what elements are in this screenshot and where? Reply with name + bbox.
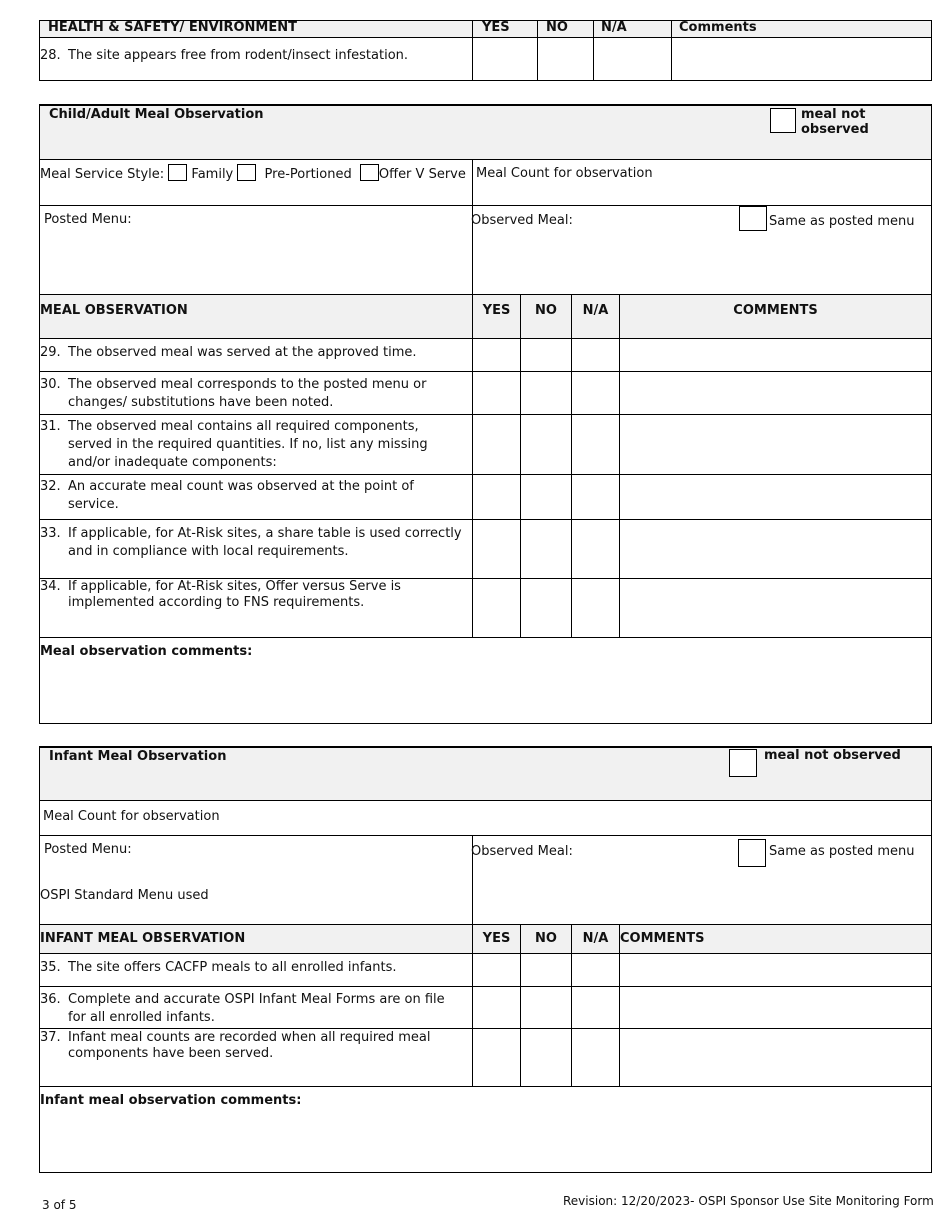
family-label: Family [191,166,234,182]
infant-meal-count-cell[interactable] [40,800,932,835]
infant-posted-menu-cell[interactable] [40,835,473,924]
family-checkbox[interactable] [168,164,187,181]
no-cell[interactable] [521,578,572,637]
child-adult-section [39,104,932,724]
table-row [40,1028,932,1086]
no-cell[interactable] [538,38,594,81]
observed-meal-label: Observed Meal: [471,212,573,228]
col-comments-header: Comments [672,21,932,38]
item-31: 31. The observed meal contains all required components, served in the required quantities. If no, list any missing and/or inadequate components: [40,414,473,474]
infant-title: Infant Meal Observation [49,749,227,764]
infant-observation-comments-label: Infant meal observation comments: [40,1092,302,1108]
item-30: 30. The observed meal corresponds to the posted menu or changes/ substitutions have been noted. [40,371,473,414]
posted-menu-label: Posted Menu: [44,211,132,227]
infant-title-row [40,747,932,800]
offer-v-serve-label: Offer V Serve [378,166,466,182]
col-no-header: NO [521,924,572,953]
comments-cell[interactable] [620,371,932,414]
infant-observation-comments[interactable] [40,1086,932,1172]
same-as-posted-label: Same as posted menu [769,213,915,229]
na-cell[interactable] [572,371,620,414]
item-35: 35. The site offers CACFP meals to all enrolled infants. [40,953,473,986]
item-33: 33. If applicable, for At-Risk sites, a share table is used correctly and in compliance with local requirements. [40,519,473,578]
na-cell[interactable] [594,38,672,81]
no-cell[interactable] [521,414,572,474]
item-37: 37. Infant meal counts are recorded when all required meal components have been served. [40,1028,473,1086]
item-29: 29. The observed meal was served at the approved time. [40,338,473,371]
meal-not-observed-checkbox[interactable] [770,108,796,133]
no-cell[interactable] [521,519,572,578]
comments-cell[interactable] [620,474,932,519]
table-row [40,519,932,578]
infant-meal-count-label: Meal Count for observation [43,808,220,824]
na-cell[interactable] [572,519,620,578]
comments-cell[interactable] [620,519,932,578]
no-cell[interactable] [521,1028,572,1086]
infant-same-as-posted-label: Same as posted menu [769,843,915,859]
item-28: 28. The site appears free from rodent/insect infestation. [40,38,473,81]
item-34: 34. If applicable, for At-Risk sites, Offer versus Serve is implemented according to FNS requirements. [40,578,473,637]
table-row [40,371,932,414]
pre-portioned-label: Pre-Portioned [264,166,352,182]
revision-note: Revision: 12/20/2023- OSPI Sponsor Use Site Monitoring Form [563,1194,934,1208]
item-36: 36. Complete and accurate OSPI Infant Meal Forms are on file for all enrolled infants. [40,986,473,1028]
infant-observation-header: INFANT MEAL OBSERVATION [40,924,473,953]
table-row [40,986,932,1028]
yes-cell[interactable] [473,371,521,414]
health-safety-header: HEALTH & SAFETY/ ENVIRONMENT [40,21,473,38]
posted-menu-cell[interactable] [40,205,473,294]
child-adult-title: Child/Adult Meal Observation [49,107,264,122]
standard-menu-label: OSPI Standard Menu used [40,887,209,903]
item-32: 32. An accurate meal count was observed at the point of service. [40,474,473,519]
observed-meal-cell[interactable] [473,205,932,294]
col-yes-header: YES [473,924,521,953]
infant-observed-meal-cell[interactable] [473,835,932,924]
col-comments-header: COMMENTS [620,294,932,338]
table-row [40,578,932,637]
col-yes-header: YES [473,294,521,338]
na-cell[interactable] [572,953,620,986]
na-cell[interactable] [572,414,620,474]
offer-v-serve-checkbox[interactable] [360,164,379,181]
no-cell[interactable] [521,371,572,414]
same-as-posted-checkbox[interactable] [739,206,767,231]
infant-observed-meal-label: Observed Meal: [471,843,573,859]
col-na-header: N/A [594,21,672,38]
table-row [40,953,932,986]
table-row [40,38,932,81]
col-yes-header: YES [473,21,538,38]
meal-count-label: Meal Count for observation [476,165,653,181]
yes-cell[interactable] [473,953,521,986]
na-cell[interactable] [572,986,620,1028]
yes-cell[interactable] [473,578,521,637]
col-no-header: NO [521,294,572,338]
yes-cell[interactable] [473,519,521,578]
infant-meal-not-observed-checkbox[interactable] [729,749,757,777]
na-cell[interactable] [572,474,620,519]
comments-cell[interactable] [620,338,932,371]
table-row [40,414,932,474]
page-number: 3 of 5 [42,1198,77,1212]
comments-cell[interactable] [620,953,932,986]
col-no-header: NO [538,21,594,38]
yes-cell[interactable] [473,474,521,519]
yes-cell[interactable] [473,1028,521,1086]
yes-cell[interactable] [473,414,521,474]
infant-posted-menu-label: Posted Menu: [44,841,132,857]
comments-cell[interactable] [620,1028,932,1086]
comments-cell[interactable] [672,38,932,81]
comments-cell[interactable] [620,986,932,1028]
health-safety-table [39,20,932,81]
yes-cell[interactable] [473,338,521,371]
col-na-header: N/A [572,924,620,953]
child-adult-title-row [40,105,932,159]
table-row [40,474,932,519]
infant-meal-not-observed-label: meal not observed [764,748,901,763]
infant-section [39,746,932,1173]
service-style-label: Meal Service Style: [40,166,165,182]
na-cell[interactable] [572,578,620,637]
meal-observation-comments[interactable] [40,637,932,723]
meal-not-observed-label: meal not observed [801,107,869,137]
no-cell[interactable] [521,986,572,1028]
comments-cell[interactable] [620,578,932,637]
na-cell[interactable] [572,338,620,371]
meal-count-cell[interactable] [473,159,932,205]
meal-observation-header: MEAL OBSERVATION [40,294,473,338]
yes-cell[interactable] [473,38,538,81]
col-comments-header: COMMENTS [620,924,932,953]
comments-cell[interactable] [620,414,932,474]
yes-cell[interactable] [473,986,521,1028]
pre-portioned-checkbox[interactable] [237,164,256,181]
table-row [40,338,932,371]
service-style-cell [40,159,473,205]
col-na-header: N/A [572,294,620,338]
no-cell[interactable] [521,338,572,371]
na-cell[interactable] [572,1028,620,1086]
meal-observation-comments-label: Meal observation comments: [40,643,253,659]
infant-same-as-posted-checkbox[interactable] [738,839,766,867]
no-cell[interactable] [521,474,572,519]
no-cell[interactable] [521,953,572,986]
